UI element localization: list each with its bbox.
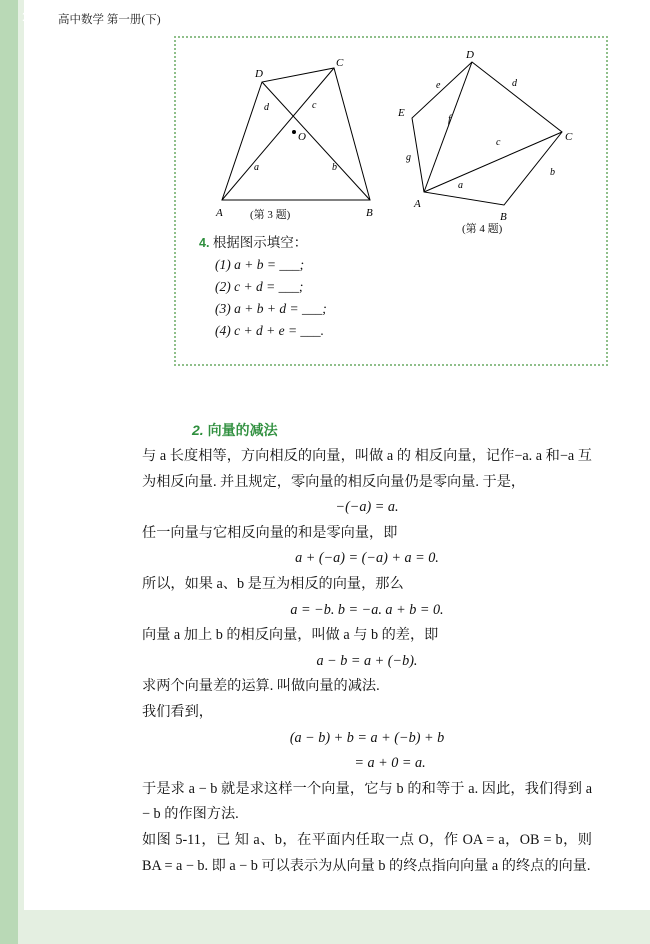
svg-text:e: e xyxy=(436,80,441,91)
paragraph-6: 我们看到， xyxy=(142,703,213,720)
svg-text:O: O xyxy=(298,131,306,143)
figure-question-3 xyxy=(174,40,389,225)
exercise-prompt: 根据图示填空： xyxy=(212,235,308,250)
exercise-item-1: (1) a + b = ___; xyxy=(215,257,305,272)
paragraph-8: 如图 5-11，已 知 a、b，在平面内任取一点 O，作 OA = a，OB = b，则 BA = a − b. 即 a − b 可以表示为从向量 b 的终点指向向量 a 的终点的向量. xyxy=(142,831,592,874)
exercise-item-4: (4) c + d + e = ___. xyxy=(215,323,325,338)
svg-text:b: b xyxy=(332,162,337,173)
exercise-item-3: (3) a + b + d = ___; xyxy=(215,301,327,316)
svg-text:c: c xyxy=(496,137,501,148)
svg-text:a: a xyxy=(254,162,259,173)
equation-6: = a + 0 = a. xyxy=(354,755,426,772)
paragraph-4: 向量 a 加上 b 的相反向量，叫做 a 与 b 的差，即 xyxy=(142,627,439,644)
equation-5: (a − b) + b = a + (−b) + b xyxy=(289,729,445,746)
section-title: 向量的减法 xyxy=(207,422,278,438)
equation-3: a = −b. b = −a. a + b = 0. xyxy=(290,601,444,618)
footer-band xyxy=(0,910,650,944)
left-decorative-bar xyxy=(0,0,18,944)
svg-text:B: B xyxy=(366,207,373,219)
svg-text:E: E xyxy=(398,107,405,119)
svg-text:g: g xyxy=(406,152,411,163)
footer-text: 高中数学 第一册(下) xyxy=(58,14,161,26)
svg-text:c: c xyxy=(312,100,317,111)
equation-4: a − b = a + (−b). xyxy=(316,652,418,669)
paragraph-3: 所以，如果 a、b 是互为相反的向量，那么 xyxy=(142,575,404,592)
svg-text:B: B xyxy=(500,211,507,223)
svg-text:d: d xyxy=(512,78,517,89)
svg-text:a: a xyxy=(458,180,463,191)
footer-green-block xyxy=(0,910,18,944)
section-number: 2. xyxy=(192,422,204,438)
svg-text:A: A xyxy=(216,207,223,219)
svg-text:d: d xyxy=(264,102,269,113)
exercise-item-2: (2) c + d = ___; xyxy=(215,279,304,294)
section-heading xyxy=(192,420,278,440)
page-body xyxy=(24,0,650,944)
svg-text:D: D xyxy=(255,68,263,80)
body-text xyxy=(142,444,592,879)
svg-text:f: f xyxy=(448,114,451,125)
exercise-number: 4. xyxy=(199,236,210,250)
svg-text:D: D xyxy=(466,49,474,61)
figure-caption-3: (第 3 题) xyxy=(250,209,291,221)
exercise-4 xyxy=(199,232,599,342)
svg-text:b: b xyxy=(550,167,555,178)
svg-text:A: A xyxy=(414,198,421,210)
equation-1: −(−a) = a. xyxy=(335,499,399,516)
svg-text:C: C xyxy=(336,57,344,69)
paragraph-5: 求两个向量差的运算. 叫做向量的减法. xyxy=(142,678,380,695)
paragraph-2: 任一向量与它相反向量的和是零向量，即 xyxy=(142,524,398,541)
figure-question-4 xyxy=(392,40,592,225)
figures-area xyxy=(174,40,608,235)
svg-text:C: C xyxy=(565,131,573,143)
paragraph-1: 与 a 长度相等，方向相反的向量，叫做 a 的 相反向量，记作−a. a 和−a 互为相反向量. 并且规定，零向量的相反向量仍是零向量. 于是， xyxy=(142,448,592,490)
equation-2: a + (−a) = (−a) + a = 0. xyxy=(295,550,439,567)
figure-caption-4: (第 4 题) xyxy=(462,223,503,235)
paragraph-7: 于是求 a − b 就是求这样一个向量，它与 b 的和等于 a. 因此，我们得到 a − b 的作图方法. xyxy=(142,780,592,823)
page-number: 102 xyxy=(22,9,44,24)
